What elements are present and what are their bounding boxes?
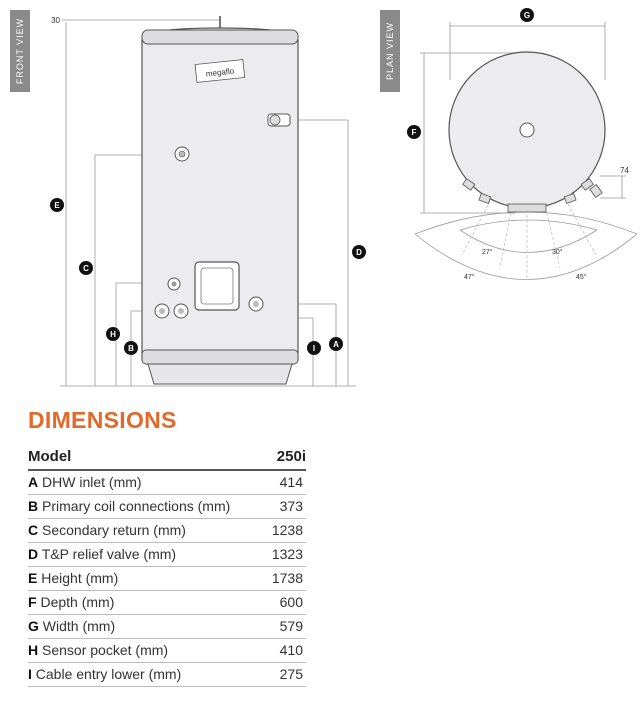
dimension-letter: A: [28, 474, 39, 490]
dimension-label-cell: [28, 663, 266, 687]
dimension-value: 410: [266, 639, 306, 663]
dimension-label-cell: [28, 495, 266, 519]
dimension-label: T&P relief valve (mm): [41, 546, 177, 562]
callout-d-label: D: [356, 248, 362, 257]
table-row: [28, 543, 306, 567]
plan-tp-outlet: [590, 185, 602, 198]
plan-centre-pipe: [520, 123, 534, 137]
side-dim-label: 74: [620, 166, 629, 175]
angle-inner-right: 30°: [552, 249, 563, 256]
dimension-letter: G: [28, 618, 39, 634]
dimension-value: 600: [266, 591, 306, 615]
cylinder-bottom-band: [142, 350, 298, 364]
dimensions-table: [28, 446, 306, 687]
outer-arc-bottom: [415, 234, 637, 280]
dimension-label: Width (mm): [42, 618, 116, 634]
table-row: [28, 567, 306, 591]
primary-coil-port-2-core: [178, 308, 184, 314]
dimension-value: 1323: [266, 543, 306, 567]
dimension-label-cell: [28, 591, 266, 615]
table-row: [28, 663, 306, 687]
angle-outer-right: 45°: [576, 274, 587, 281]
dimensions-title: DIMENSIONS: [28, 407, 177, 433]
dimension-label: Secondary return (mm): [42, 522, 186, 538]
dimension-label: Primary coil connections (mm): [42, 498, 231, 514]
secondary-return-port-core: [179, 151, 185, 157]
model-value-header: 250i: [266, 446, 306, 470]
cylinder-top-cap: [142, 30, 298, 44]
table-row: [28, 591, 306, 615]
dimension-label-cell: [28, 639, 266, 663]
callout-e-label: E: [54, 201, 60, 210]
cylinder: [142, 28, 298, 384]
dhw-inlet-port-core: [253, 301, 259, 307]
dimension-letter: D: [28, 546, 39, 562]
callout-a-label: A: [333, 340, 339, 349]
dimension-letter: F: [28, 594, 37, 610]
callout-g-label: G: [523, 11, 531, 20]
table-row: [28, 615, 306, 639]
sensor-pocket-core: [172, 282, 177, 287]
dimension-letter: I: [28, 666, 32, 682]
callout-h-label: H: [110, 330, 116, 339]
dimension-label: DHW inlet (mm): [42, 474, 142, 490]
front-view-label: FRONT VIEW: [15, 17, 25, 85]
table-row: [28, 495, 306, 519]
dimension-label-cell: [28, 519, 266, 543]
dimension-label-cell: [28, 567, 266, 591]
dimension-label: Depth (mm): [40, 594, 115, 610]
dimension-label-cell: [28, 543, 266, 567]
callout-b-label: B: [128, 344, 134, 353]
plan-view: [407, 8, 637, 281]
inner-arc-bottom: [460, 230, 597, 253]
dimension-letter: E: [28, 570, 38, 586]
callout-f-label: F: [411, 128, 417, 137]
dimension-value: 275: [266, 663, 306, 687]
dimension-label: Cable entry lower (mm): [35, 666, 182, 682]
dimension-value: 373: [266, 495, 306, 519]
table-row: [28, 470, 306, 495]
plan-view-tab: [380, 10, 400, 92]
dimension-label-cell: [28, 470, 266, 495]
dimension-letter: H: [28, 642, 39, 658]
plan-view-label: PLAN VIEW: [385, 21, 396, 81]
dimension-label: Height (mm): [41, 570, 119, 586]
cylinder-base: [148, 364, 292, 384]
dimension-value: 1238: [266, 519, 306, 543]
dimension-letter: B: [28, 498, 39, 514]
dimension-letter: C: [28, 522, 39, 538]
top-dim-label: 30: [51, 16, 60, 25]
dimensions-table-body: [28, 470, 306, 687]
plan-access-panel: [508, 204, 546, 212]
callout-c-label: C: [83, 264, 89, 273]
dimension-value: 1738: [266, 567, 306, 591]
dimension-value: 414: [266, 470, 306, 495]
angle-inner-left: 27°: [482, 249, 493, 256]
primary-coil-port-1-core: [159, 308, 165, 314]
brand-text: megaflo: [205, 66, 235, 79]
model-header: Model: [28, 446, 266, 470]
table-header-row: [28, 446, 306, 470]
outer-arc-top: [415, 212, 637, 234]
inner-arc-top: [460, 220, 597, 230]
table-row: [28, 519, 306, 543]
table-row: [28, 639, 306, 663]
front-view-tab: [10, 10, 30, 92]
angle-outer-left: 47°: [464, 274, 475, 281]
callout-i-label: I: [312, 344, 316, 353]
dimension-label: Sensor pocket (mm): [42, 642, 169, 658]
tp-valve-knob: [270, 115, 280, 125]
dimension-value: 579: [266, 615, 306, 639]
dimension-label-cell: [28, 615, 266, 639]
